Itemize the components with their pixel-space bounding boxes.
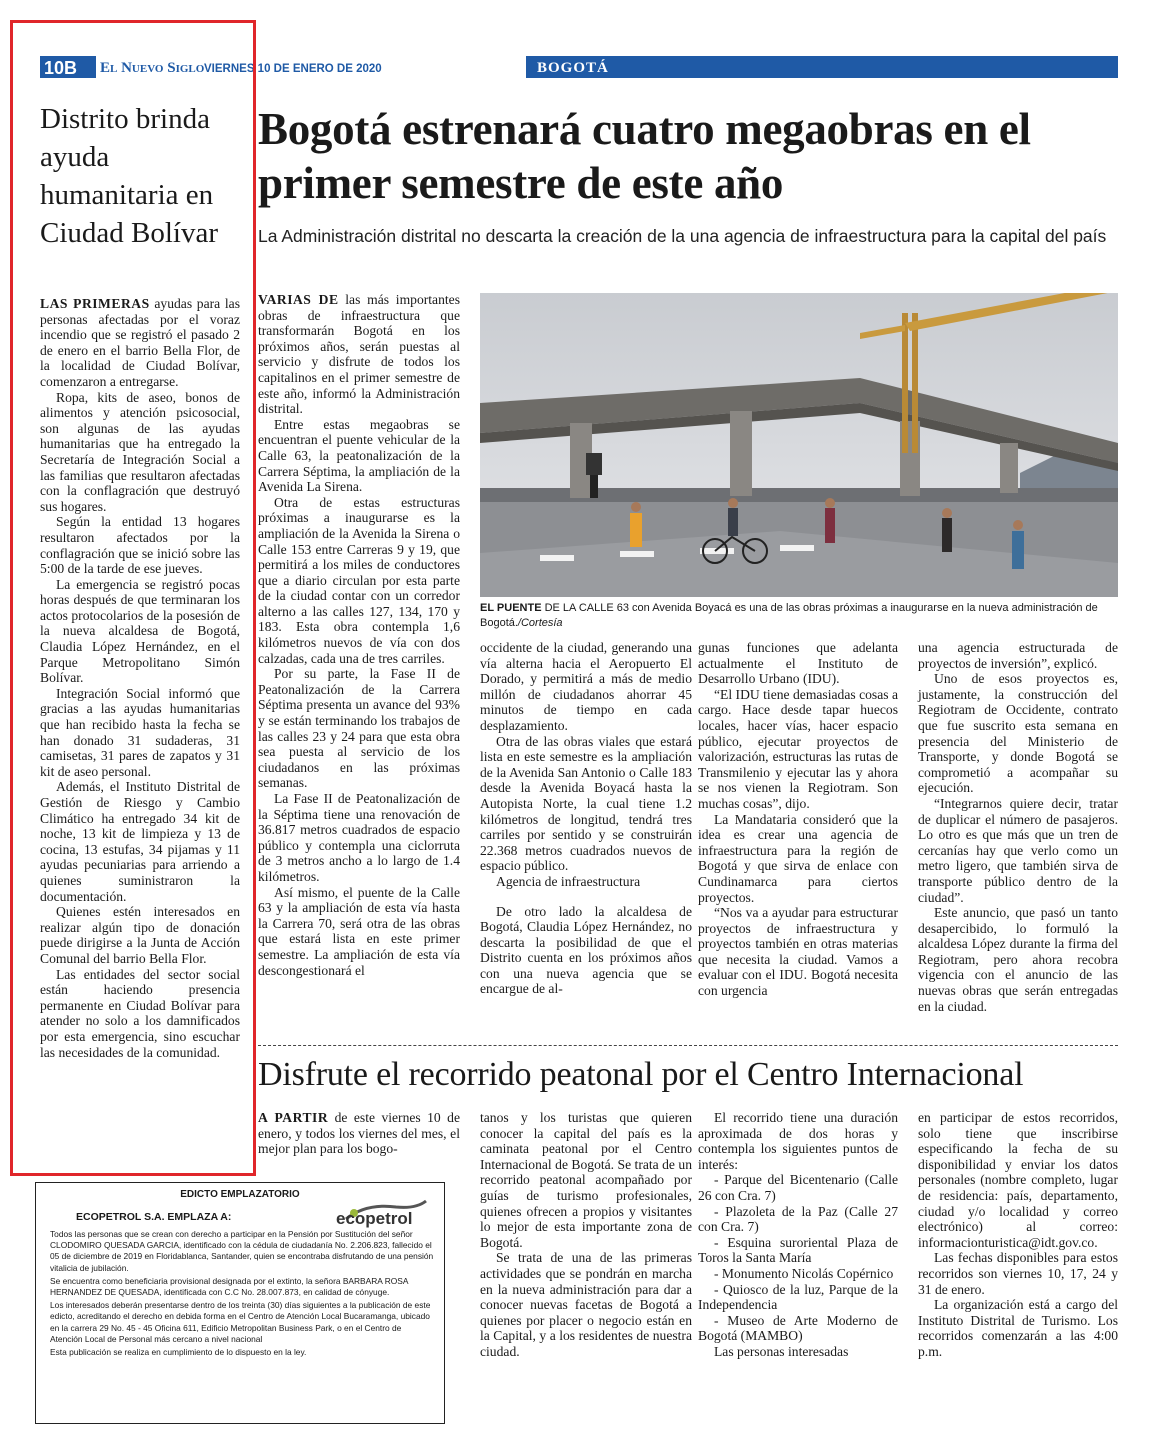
section-name: BOGOTÁ [537, 60, 609, 76]
paragraph: “Nos va a ayudar para estructurar proyectos de infraestructura y proyectos también en otras materias que necesita la ciudad. Vamos a evaluar con el IDU. Bogotá necesita con urgencia [698, 905, 898, 999]
paragraph: de este viernes 10 de enero, y todos los viernes del mes, el mejor plan para los bogo- [258, 1110, 460, 1157]
paragraph: Entre estas megaobras se encuentran el puente vehicular de la Calle 63, la peatonalización de la Carrera Séptima, la ampliación de la Avenida La Sirena. [258, 416, 460, 495]
paragraph: La Fase II de Peatonalización de la Séptima tiene una renovación de 36.817 metros cuadrados de espacio público y contempla una ciclorruta de 3 metros ancho a lo largo de 1.4 kilómetros. [258, 791, 460, 884]
main-column-1 [258, 292, 460, 978]
paragraph: en participar de estos recorridos, solo tiene que inscribirse especificando la fecha de su disponibilidad y enviar los datos personales (nombre completo, lugar de residencia: país, departamento, ciudad y/o localidad y correo electrónico) al correo: informacionturistica@idt.gov.co. [918, 1110, 1118, 1250]
left-article-title: Distrito brinda ayuda humanitaria en Ciudad Bolívar [40, 103, 219, 249]
photo-caption-text: DE LA CALLE 63 con Avenida Boyacá es una de las obras próximas a inaugurarse en la nueva administración de Bogotá. [480, 602, 1098, 629]
main-headline: Bogotá estrenará cuatro megaobras en el primer semestre de este año [258, 104, 1031, 208]
paragraph: gunas funciones que adelanta actualmente el Instituto de Desarrollo Urbano (IDU). [698, 640, 898, 687]
notice-logo-text: ecopetrol [336, 1209, 413, 1228]
paragraph: Se trata de una de las primeras actividades que se pondrán en marcha en la nueva administración para dar a conocer nuevas facetas de Bogotá a quienes por placer o negocio están en la Capital, y a los residentes de nuestra ciudad. [480, 1250, 692, 1359]
second-headline: Disfrute el recorrido peatonal por el Centro Internacional [258, 1056, 1024, 1093]
second-column-1 [258, 1110, 460, 1157]
paragraph: Ropa, kits de aseo, bonos de alimentos y atención psicosocial, son algunas de las ayudas humanitarias que ha entregado la Secretaría de Integración Social a las familias que resultaron afectadas con la conflagración que destruyó sus hogares. [40, 389, 240, 514]
list-item: - Plazoleta de la Paz (Calle 27 con Cra. 7) [698, 1203, 898, 1235]
highlight-box [10, 20, 256, 1176]
paragraph: Las fechas disponibles para estos recorridos son viernes 10, 17, 24 y 31 de enero. [918, 1250, 1118, 1297]
paragraph: Otra de las obras viales que estará lista en este semestre es la ampliación de la Avenida San Antonio o Calle 183 desde la Avenida Boyacá hasta la Autopista Norte, la cual tiene 1.2 kilómetros de longitud, tendrá tres carriles por sentido y se construirán 22.368 metros cuadrados nuevos de espacio público. [480, 733, 692, 874]
paragraph: Otra de estas estructuras próximas a inaugurarse es la ampliación de la Avenida la Sirena o Calle 153 entre Carreras 9 y 19, que permitirá a los miles de conductores que a diario circulan por esta parte de la ciudad contar con un corredor alterno a las calles 127, 134, 170 y 183. Esta obra contempla 1,6 kilómetros nuevos de vía con dos calzadas, cada una de tres carriles. [258, 494, 460, 666]
notice-paragraph: Se encuentra como beneficiaria provisional designada por el extinto, la señora BARBARA ROSA HERNANDEZ DE QUESADA, identificada con C.C No. 28.007.873, en calidad de cónyuge. [50, 1275, 409, 1298]
paragraph: Las personas interesadas [714, 1343, 849, 1359]
main-subhead: La Administración distrital no descarta la creación de la una agencia de infraestructura para la capital del país [258, 226, 1107, 246]
notice-subtitle: ECOPETROL S.A. EMPLAZA A: [76, 1211, 232, 1223]
list-item: - Parque del Bicentenario (Calle 26 con Cra. 7) [698, 1172, 898, 1203]
list-item: - Monumento Nicolás Copérnico [714, 1265, 894, 1281]
section-divider [258, 1045, 1118, 1046]
issue-date: VIERNES 10 DE ENERO DE 2020 [204, 63, 382, 75]
paragraph: Quienes estén interesados en realizar algún tipo de donación puede dirigirse a la Junta de Acción Comunal del barrio Bella Flor. [40, 904, 240, 966]
notice-paragraph: Los interesados deberán presentarse dentro de los treinta (30) días siguientes a la publicación de este edicto, acreditando el derecho en debida forma en el Centro de Atención Local Bucaramanga, ubicado en la carrera 29 No. 45 - 45 Oficina 611, Edificio Metropolitan Business Park, o en el Centro de Atención Local de Personal más cercano a nivel nacional [50, 1300, 431, 1344]
paragraph: “Integrarnos quiere decir, tratar de duplicar el número de pasajeros. Lo otro es que más que un tren de cercanías hay que verlo como un metro ligero, que también sirva de transporte público dentro de la ciudad”. [918, 795, 1118, 905]
paragraph: La Mandataria consideró que la idea es crear una agencia de infraestructura para la región de Bogotá y que sirva de enlace con Cundinamarca para ciertos proyectos. [698, 811, 898, 905]
paragraph: Las entidades del sector social están haciendo presencia permanente en Ciudad Bolívar para atender no solo a los damnificados por esta emergencia, sino escuchar las necesidades de la comunidad. [40, 966, 240, 1060]
bridge-photo-illustration [480, 293, 1118, 597]
paragraph: El recorrido tiene una duración aproximada de dos horas y contempla los siguientes puntos de interés: [698, 1110, 898, 1172]
second-column-4 [918, 1110, 1118, 1360]
notice-paragraph: Esta publicación se realiza en cumplimiento de lo dispuesto en la ley. [50, 1347, 307, 1358]
notice-paragraph: Todos las personas que se crean con derecho a participar en la Pensión por Sustitución del señor CLODOMIRO QUESADA GARCIA, identificado con la cédula de ciudadanía No. 2.206.823, fallecido el 05 de diciembre de 2019 en Floridablanca, Santander, quien se encontraba disfrutando de una pensión vitalicia de jubilación. [50, 1229, 434, 1273]
bridge-photo [480, 293, 1118, 597]
photo-credit: /Cortesía [517, 617, 563, 629]
paragraph: ayudas para las personas afectadas por el voraz incendio que se registró el pasado 2 de enero en el barrio Bella Flor, de la localidad de Ciudad Bolívar, comenzaron a entregarse. [40, 296, 240, 389]
paragraph: Por su parte, la Fase II de Peatonalización de la Carrera Séptima presenta un avance del 93% y se están terminando los trabajos de las calles 23 y 24 para que esta obra sea puesta al servicio de los ciudadanos en las próximas semanas. [258, 666, 460, 791]
main-column-3 [698, 640, 898, 999]
lead-caps: LAS PRIMERAS [40, 296, 150, 311]
legal-notice [35, 1182, 445, 1424]
lead-caps: A PARTIR [258, 1110, 329, 1125]
notice-title: EDICTO EMPLAZATORIO [180, 1189, 300, 1200]
photo-caption [480, 601, 1120, 631]
list-item: - Museo de Arte Moderno de Bogotá (MAMBO) [698, 1312, 898, 1344]
page-number: 10B [44, 58, 78, 78]
list-item: - Quiosco de la luz, Parque de la Independencia [698, 1281, 898, 1313]
paragraph: Además, el Instituto Distrital de Gestión de Riesgo y Cambio Climático ha entregado 34 kit de noche, 13 kit de limpieza y 13 de cocina, 13 estufas, 34 pijamas y 11 ayudas pecuniarias para arriendo a quienes suministraron la documentación. [40, 779, 240, 904]
notice-text [50, 1229, 435, 1360]
paragraph: tanos y los turistas que quieren conocer la capital del país es la caminata peatonal por el Centro Internacional de Bogotá. Se trata de un recorrido peatonal acompañado por guías de turismo profesionales, quienes ofrecen a propios y visitantes lo mejor de esta importante zona de Bogotá. [480, 1110, 692, 1250]
paragraph: De otro lado la alcaldesa de Bogotá, Claudia López Hernández, no descarta la posibilidad de que el Distrito cuenta en los próximos años con una nueva agencia que se encargue de al- [480, 903, 692, 997]
photo-caption-lead: EL PUENTE [480, 602, 542, 614]
paragraph: “El IDU tiene demasiadas cosas a cargo. Hace desde tapar huecos locales, hacer vías, hacer espacio público, ejecutar proyectos de valorización, estructuras las rutas de Transmilenio y ejecutar las y ahora se nos vienen la Regiotram. Son muchas cosas”, dijo. [698, 686, 898, 811]
paragraph: Uno de esos proyectos es, justamente, la construcción del Regiotram de Occidente, contrato que fue suscrito esta semana en presencia del Ministerio de Transporte, y donde Bogotá se comprometió a acompañar su ejecución. [918, 671, 1118, 796]
main-column-2 [480, 640, 692, 997]
paragraph: Según la entidad 13 hogares resultaron afectados por la conflagración que se inició sobre las 5:00 de la tarde de ese jueves. [40, 514, 240, 577]
paragraph: las más importantes obras de infraestructura que transformarán Bogotá en los próximos años, serán puestas al servicio y disfrute de todos los capitalinos en el primer semestre de este año, informó la Administración distrital. [258, 292, 460, 417]
main-column-4 [918, 640, 1118, 1014]
list-item: - Esquina suroriental Plaza de Toros la Santa María [698, 1234, 898, 1266]
paper-name: El Nuevo Siglo [100, 60, 205, 76]
lead-caps: VARIAS DE [258, 292, 339, 307]
second-column-2 [480, 1110, 692, 1360]
paragraph: una agencia estructurada de proyectos de inversión”, explicó. [918, 640, 1118, 671]
paragraph: Integración Social informó que gracias a las ayudas humanitarias que han recibido hasta la fecha se han donado 31 sudaderas, 31 camisetas, 31 pares de zapatos y 31 kit de aseo personal. [40, 685, 240, 779]
subheading: Agencia de infraestructura [496, 873, 641, 889]
paragraph: occidente de la ciudad, generando una vía alterna hacia el Aeropuerto El Dorado, y permitirá a más de medio millón de ciudadanos ahorrar 45 minutos de tiempo en cada desplazamiento. [480, 640, 692, 733]
paragraph: Este anuncio, que pasó un tanto desapercibido, lo formuló la alcaldesa López durante la firma del Regiotram, pero ahora recobra vigencia con el anuncio de las nuevas obras que serán entregadas en la ciudad. [918, 905, 1118, 1014]
paragraph: Así mismo, el puente de la Calle 63 y la ampliación de esta vía hasta la Carrera 70, será otra de las obras que estará lista en este primer semestre. La ampliación de esta vía descongestionará el [258, 884, 460, 978]
second-column-3 [698, 1110, 898, 1360]
paragraph: La emergencia se registró pocas horas después de que terminaran los actos protocolarios de la posesión de la nueva alcaldesa de Bogotá, Claudia López Hernández, en el Parque Metropolitano Simón Bolívar. [40, 576, 240, 686]
paragraph: La organización está a cargo del Instituto Distrital de Turismo. Los recorridos comenzarán a las 4:00 p.m. [918, 1297, 1118, 1359]
